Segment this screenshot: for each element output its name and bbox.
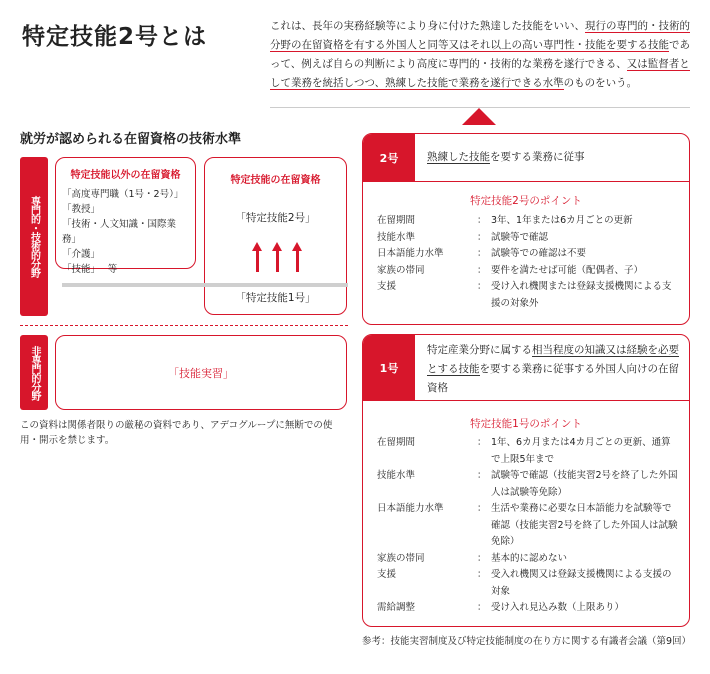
point-key: 日本語能力水準 <box>377 503 444 514</box>
card-gou1-points-title: 特定技能1号のポイント <box>470 418 582 430</box>
point-value: 1年、6カ月または4カ月ごとの更新、通算で上限5年まで <box>491 437 671 465</box>
left-heading: 就労が認められる在留資格の技術水準 <box>20 132 242 147</box>
intro-text-after: のものをいう。 <box>563 77 638 89</box>
card-gou2-points-title: 特定技能2号のポイント <box>470 195 582 207</box>
point-value: 受入れ機関又は登録支援機関による支援の対象 <box>491 569 672 597</box>
card-gou2-points <box>377 213 679 312</box>
card-gou1-points <box>377 435 679 617</box>
card-gou1-header-underlined: 相当程度の知識又は経験を必要とする技能 <box>427 344 679 375</box>
point-key: 家族の帯同 <box>377 264 425 276</box>
page-title: 特定技能2号とは <box>22 24 208 50</box>
point-key: 在留期間 <box>377 215 416 226</box>
tokutei-status-box <box>204 157 347 315</box>
dashed-divider <box>20 325 348 326</box>
tokutei-gou1-label: 「特定技能1号」 <box>235 292 316 304</box>
point-row: 日本語能力水準 ： 試験等での確認は不要 <box>377 246 679 263</box>
point-key: 需給調整 <box>377 602 416 613</box>
other-status-item: 「教授」 <box>62 204 101 215</box>
point-row: 在留期間 ： 3年、1年または6カ月ごとの更新 <box>377 213 679 230</box>
card-gou1 <box>362 334 690 627</box>
point-row: 家族の帯同 ： 要件を満たせば可能（配偶者、子） <box>377 263 679 280</box>
intro-underlined-2: 又は監督者として業務を統括しつつ、熟練した技能で業務を遂行できる水準 <box>270 58 690 89</box>
point-row: 家族の帯同 ： 基本的に認めない <box>377 551 679 568</box>
intro-text-middle: であって、例えば自らの判断により高度に専門的・技術的な業務を遂行できる、 <box>270 39 690 70</box>
reference-note: 参考：技能実習制度及び特定技能制度の在り方に関する有識者会議（第9回） <box>362 636 692 647</box>
point-value: 受け入れ機関または登録支援機関による支援の対象外 <box>491 281 672 309</box>
triangle-up-icon <box>462 108 496 125</box>
point-value: 生活や業務に必要な日本語能力を試験等で確認（技能実習2号を終了した外国人は試験免除） <box>491 503 678 547</box>
ginou-jisshu-box: 「技能実習」 <box>55 335 347 410</box>
point-key: 技能水準 <box>377 231 416 243</box>
point-row: 技能水準 ： 試験等で確認（技能実習2号を終了した外国人は試験等免除） <box>377 468 679 501</box>
intro-text-before: これは、長年の実務経験等により身に付けた熟達した技能をいい、 <box>270 20 585 32</box>
tokutei-status-title: 特定技能の在留資格 <box>230 175 321 186</box>
card-gou2-header-rest: を要する業務に従事 <box>490 151 585 163</box>
card-gou1-header-rest: を要する業務に従事する外国人向けの在留資格 <box>427 363 679 394</box>
card-gou1-header-pre: 特定産業分野に属する <box>427 344 532 356</box>
point-key: 支援 <box>377 569 397 580</box>
point-key: 日本語能力水準 <box>377 248 444 259</box>
side-label-senmon: 専門的・技術的分野 <box>20 157 48 316</box>
card-gou1-header <box>415 335 689 401</box>
arrow-up-icon <box>272 242 282 272</box>
disclaimer: この資料は関係者限りの厳秘の資料であり、アデコグループに無断での使用・開示を禁じます。 <box>20 420 333 446</box>
point-key: 技能水準 <box>377 470 416 481</box>
point-value: 試験等での確認は不要 <box>491 248 587 259</box>
other-status-item: 「介護」 <box>62 249 101 260</box>
point-key: 支援 <box>377 281 397 292</box>
other-status-box <box>55 157 196 275</box>
intro-paragraph <box>270 17 690 93</box>
point-value: 受け入れ見込み数（上限あり） <box>491 602 625 613</box>
other-status-title: 特定技能以外の在留資格 <box>70 170 181 181</box>
point-key: 家族の帯同 <box>377 552 425 564</box>
intro-underlined-1: 現行の専門的・技術的分野の在留資格を有する外国人と同等又はそれ以上の高い専門性・技能を要する技能 <box>270 20 690 51</box>
side-label-hisenmon: 非専門的分野 <box>20 335 48 410</box>
point-row: 技能水準 ： 試験等で確認 <box>377 230 679 247</box>
point-row: 需給調整 ： 受け入れ見込み数（上限あり） <box>377 600 679 617</box>
card-gou1-tag: 1号 <box>363 335 415 401</box>
arrow-up-icon <box>252 242 262 272</box>
point-row: 在留期間 ： 1年、6カ月または4カ月ごとの更新、通算で上限5年まで <box>377 435 679 468</box>
point-value: 基本的に認めない <box>491 552 568 564</box>
point-value: 3年、1年または6カ月ごとの更新 <box>491 215 633 226</box>
point-value: 要件を満たせば可能（配偶者、子） <box>491 264 644 276</box>
point-value: 試験等で確認（技能実習2号を終了した外国人は試験等免除） <box>491 470 678 498</box>
level-divider <box>62 283 348 287</box>
point-row: 支援 ： 受け入れ機関または登録支援機関による支援の対象外 <box>377 279 679 312</box>
card-gou2-header <box>415 134 689 182</box>
card-gou2-tag: 2号 <box>363 134 415 182</box>
other-status-item: 「技術・人文知識・国際業務」 <box>62 219 177 245</box>
point-value: 試験等で確認 <box>491 231 549 243</box>
point-row: 支援 ： 受入れ機関又は登録支援機関による支援の対象 <box>377 567 679 600</box>
tokutei-gou2-label: 「特定技能2号」 <box>235 212 316 224</box>
card-gou2-header-underlined: 熟練した技能 <box>427 151 490 163</box>
point-row: 日本語能力水準 ： 生活や業務に必要な日本語能力を試験等で確認（技能実習2号を終了した外国人は試験免除） <box>377 501 679 551</box>
point-key: 在留期間 <box>377 437 416 448</box>
other-status-item: 「技能」 等 <box>62 264 118 275</box>
other-status-item: 「高度専門職（1号・2号）」 <box>62 189 184 200</box>
card-gou2 <box>362 133 690 325</box>
arrow-up-icon <box>292 242 302 272</box>
